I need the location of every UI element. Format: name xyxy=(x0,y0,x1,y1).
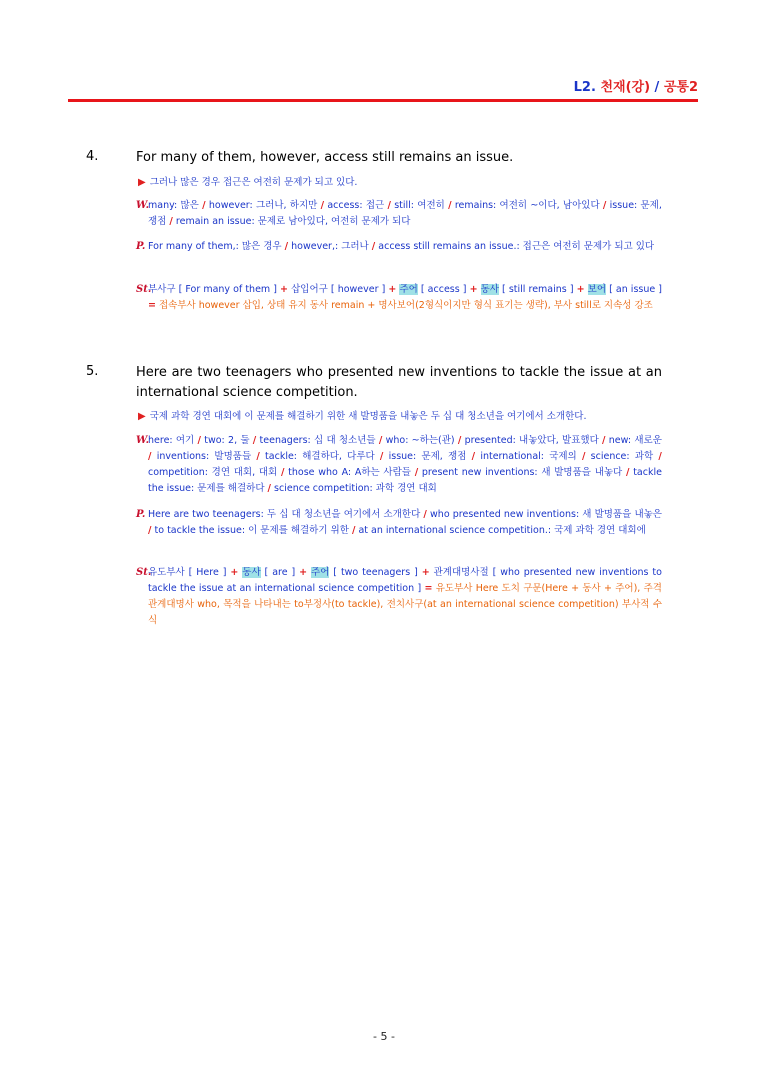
structure-label: 삽입어구 xyxy=(291,284,328,295)
word-entry: tackle the issue: 문제를 해결하다 xyxy=(148,467,662,494)
header-rule xyxy=(68,99,698,102)
verb-label: 동사 xyxy=(242,567,261,578)
phrase-entry: access still remains an issue.: 접근은 여전히 문제가 되고 있다 xyxy=(378,241,655,252)
translation-text: 그러나 많은 경우 접근은 여전히 문제가 되고 있다. xyxy=(149,177,358,188)
structure-text: Here xyxy=(196,567,219,578)
item-number: 4. xyxy=(86,149,99,164)
translation-text: 국제 과학 경연 대회에 이 문제를 해결하기 위한 새 발명품을 내놓은 두 십 대 청소년을 여기에서 소개한다. xyxy=(149,411,587,422)
word-entry: remain an issue: 문제로 남아있다, 여전히 문제가 되다 xyxy=(175,216,411,227)
publisher: 천재(강) xyxy=(600,80,651,95)
header-separator: / xyxy=(654,80,660,95)
triangle-icon: ▶ xyxy=(138,411,146,422)
word-entry: science: 과학 xyxy=(590,451,654,462)
word-entry: many: 많은 xyxy=(148,200,199,211)
structure-block: St. 유도부사 [ Here ] + 동사 [ are ] + 주어 [ two teenagers ] + 관계대명사절 [ who presented new inventions to tackle the issue at an international science competition ] = 유도부사 Here 도치 구문(Here + 동사 + 주어), 주격 관계대명사 who, 목적을 나타내는 to부정사(to tackle), 전치사구(at an international science competition) 부사적 수식 xyxy=(136,567,662,626)
word-entry: here: 여기 xyxy=(148,435,195,446)
phrase-entry: to tackle the issue: 이 문제를 해결하기 위한 xyxy=(154,525,349,536)
structure-explanation: 접속부사 however 삽입, 상태 유지 동사 remain + 명사보어(2형식이지만 형식 표기는 생략), 부사 still로 지속성 강조 xyxy=(159,300,653,311)
lesson-code: L2. xyxy=(573,80,596,95)
word-tag: W. xyxy=(136,200,150,211)
word-tag: W. xyxy=(136,435,150,446)
phrase-entry: Here are two teenagers: 두 십 대 청소년을 여기에서 소개한다 xyxy=(148,509,421,520)
word-entry: issue: 문제, 쟁점 xyxy=(148,200,662,227)
word-entry: tackle: 해결하다, 다루다 xyxy=(265,451,375,462)
word-entry: new: 새로운 xyxy=(608,435,662,446)
document-header xyxy=(574,76,698,95)
word-block: W. here: 여기 / two: 2, 둘 / teenagers: 십 대 청소년들 / who: ~하는(관) / presented: 내놓았다, 발표했다 / new: 새로운 / inventions: 발명품들 / tackle: 해결하다, 다루다 / issue: 문제, 쟁점 / international: 국제의 / science: 과학 / competition: 경연 대회, 대회 / those who A: A하는 사람들 / present new inventions: 새 발명품을 내놓다 / tackle the issue: 문제를 해결하다 / science competition: 과학 경연 대회 xyxy=(136,435,662,494)
category: 공통2 xyxy=(663,80,698,95)
item-number: 5. xyxy=(86,364,99,379)
word-entry: inventions: 발명품들 xyxy=(156,451,252,462)
subject-label: 주어 xyxy=(399,284,418,295)
word-entry: international: 국제의 xyxy=(480,451,577,462)
word-entry: competition: 경연 대회, 대회 xyxy=(148,467,278,478)
page-number: - 5 - xyxy=(373,1030,395,1043)
phrase-tag: P. xyxy=(136,509,146,520)
structure-explanation: 유도부사 Here 도치 구문(Here + 동사 + 주어), 주격 관계대명사 who, 목적을 나타내는 to부정사(to tackle), 전치사구(at an international science competition) 부사적 수식 xyxy=(148,583,662,626)
structure-text: For many of them xyxy=(185,284,271,295)
word-entry: issue: 문제, 쟁점 xyxy=(388,451,467,462)
structure-text: an issue xyxy=(615,284,656,295)
word-entry: teenagers: 십 대 청소년들 xyxy=(259,435,376,446)
word-block: W. many: 많은 / however: 그러나, 하지만 / access: 접근 / still: 여전히 / remains: 여전히 ~이다, 남아있다 / issue: 문제, 쟁점 / remain an issue: 문제로 남아있다, 여전히 문제가 되다 xyxy=(136,200,662,227)
word-entry: still: 여전히 xyxy=(394,200,445,211)
word-entry: who: ~하는(관) xyxy=(385,435,455,446)
structure-label: 유도부사 xyxy=(148,567,185,578)
word-entry: present new inventions: 새 발명품을 내놓다 xyxy=(421,467,623,478)
structure-text: are xyxy=(272,567,288,578)
sentence: Here are two teenagers who presented new inventions to tackle the issue at an international science competition. xyxy=(136,365,662,400)
structure-text: access xyxy=(427,284,460,295)
word-entry: remains: 여전히 ~이다, 남아있다 xyxy=(454,200,600,211)
word-entry: two: 2, 둘 xyxy=(204,435,250,446)
structure-label: 관계대명사절 xyxy=(433,567,489,578)
structure-tag: St. xyxy=(136,567,152,578)
structure-label: 부사구 xyxy=(148,284,176,295)
phrase-tag: P. xyxy=(136,241,146,252)
triangle-icon: ▶ xyxy=(138,177,146,188)
word-entry: presented: 내놓았다, 발표했다 xyxy=(464,435,599,446)
phrase-entry: however,: 그러나 xyxy=(291,241,369,252)
phrase-entry: at an international science competition.: 국제 과학 경연 대회에 xyxy=(358,525,646,536)
structure-text: however xyxy=(337,284,379,295)
phrase-entry: For many of them,: 많은 경우 xyxy=(148,241,282,252)
subject-label: 주어 xyxy=(311,567,330,578)
structure-tag: St. xyxy=(136,284,152,295)
word-entry: those who A: A하는 사람들 xyxy=(288,467,411,478)
translation xyxy=(138,408,586,422)
complement-label: 보어 xyxy=(587,284,607,295)
word-entry: access: 접근 xyxy=(327,200,385,211)
structure-text: who presented new inventions to tackle the issue at an international science competition xyxy=(148,567,662,594)
verb-label: 동사 xyxy=(480,284,499,295)
structure-text: still remains xyxy=(508,284,567,295)
phrase-block: P. For many of them,: 많은 경우 / however,: 그러나 / access still remains an issue.: 접근은 여전히 문제가 되고 있다 xyxy=(148,239,662,255)
structure-text: two teenagers xyxy=(340,567,411,578)
phrase-block: P. Here are two teenagers: 두 십 대 청소년을 여기에서 소개한다 / who presented new inventions: 새 발명품을 내놓은 / to tackle the issue: 이 문제를 해결하기 위한 / at an international science competition.: 국제 과학 경연 대회에 xyxy=(136,509,662,536)
translation xyxy=(138,174,357,188)
word-entry: science competition: 과학 경연 대회 xyxy=(274,483,437,494)
word-entry: however: 그러나, 하지만 xyxy=(208,200,318,211)
structure-block: St. 부사구 [ For many of them ] + 삽입어구 [ however ] + 주어 [ access ] + 동사 [ still remains ] + 보어 [ an issue ] = 접속부사 however 삽입, 상태 유지 동사 remain + 명사보어(2형식이지만 형식 표기는 생략), 부사 still로 지속성 강조 xyxy=(136,284,663,311)
sentence: For many of them, however, access still remains an issue. xyxy=(136,150,514,165)
phrase-entry: who presented new inventions: 새 발명품을 내놓은 xyxy=(430,509,662,520)
